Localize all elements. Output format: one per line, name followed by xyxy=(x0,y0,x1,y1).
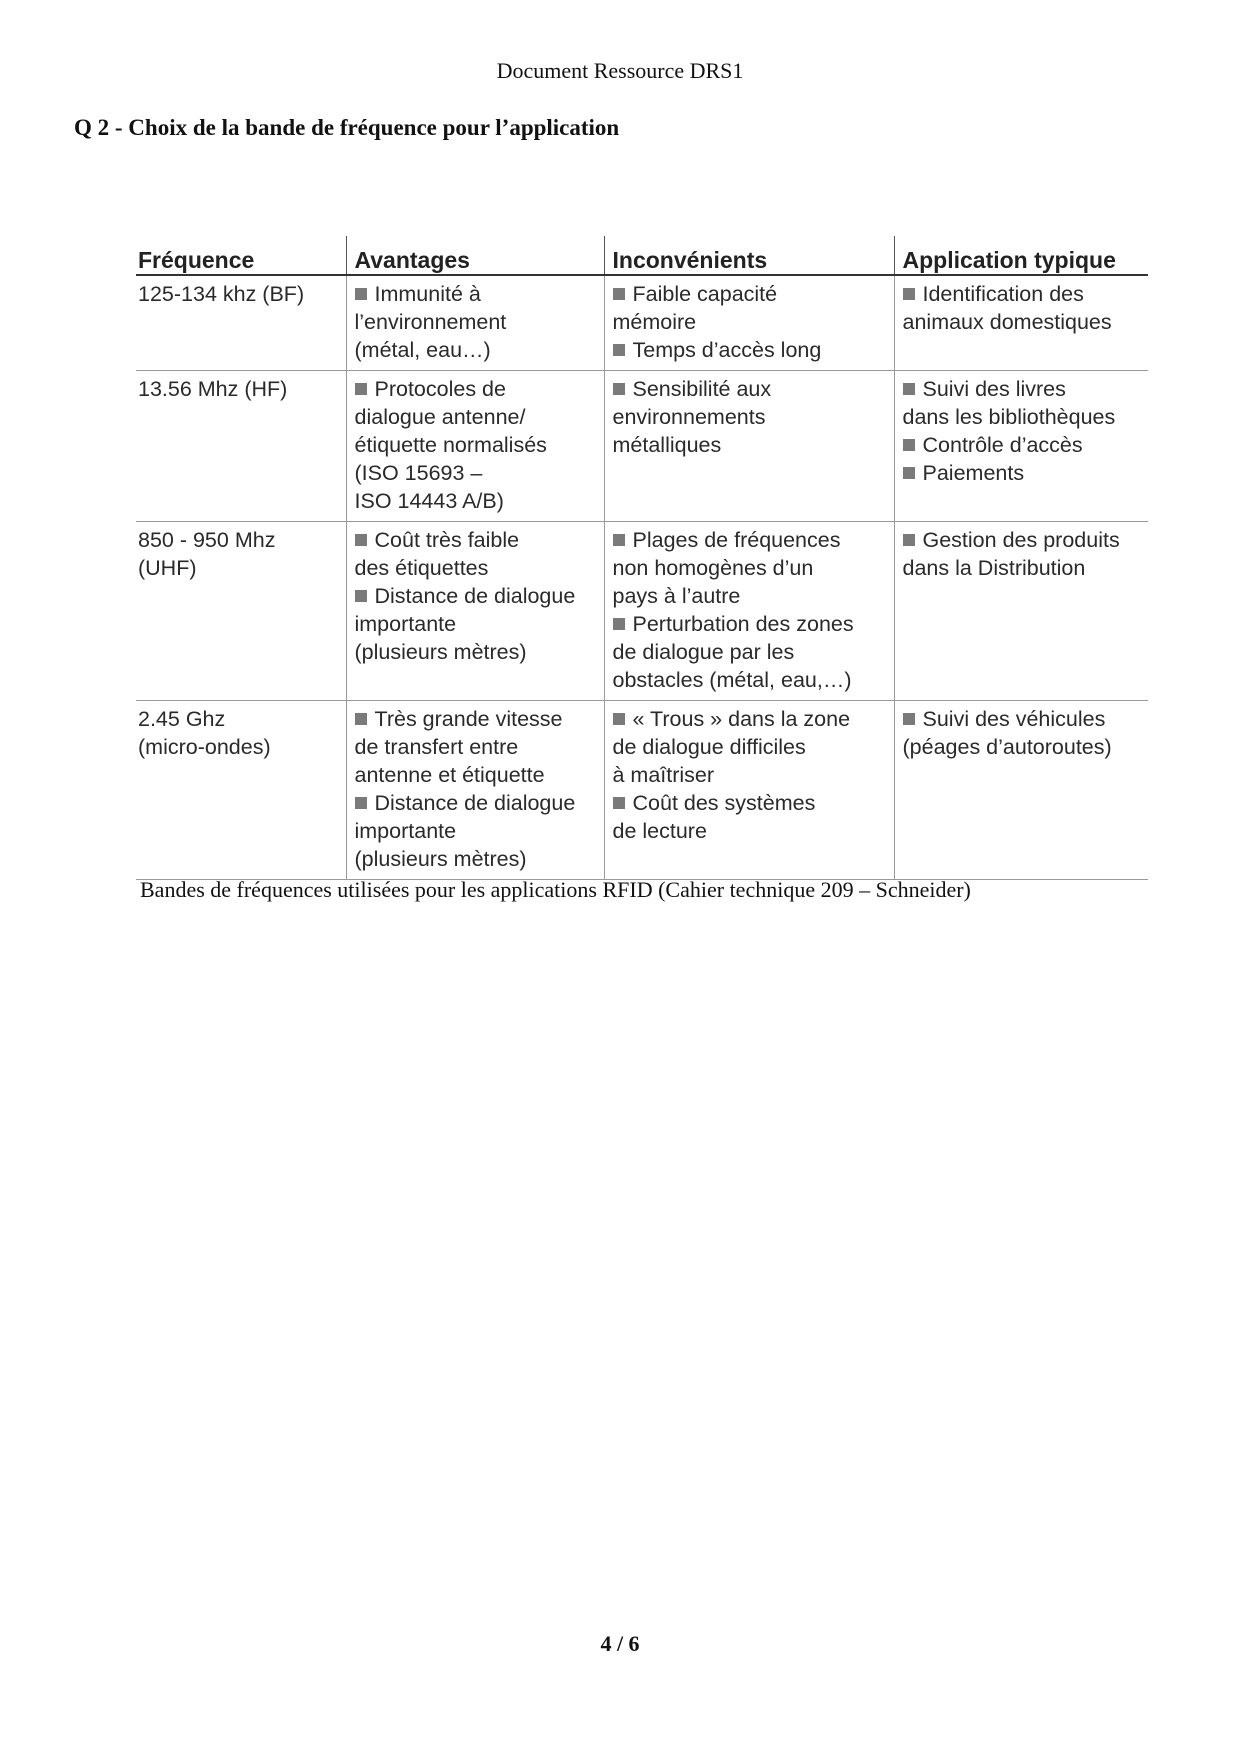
cell-line xyxy=(355,526,596,554)
cell-text: dans la Distribution xyxy=(902,556,1086,580)
disadvantages-cell xyxy=(604,701,894,880)
cell-text: 2.45 Ghz xyxy=(138,707,226,731)
cell-text: (plusieurs mètres) xyxy=(354,847,527,871)
cell-line xyxy=(613,761,886,789)
cell-line xyxy=(138,375,338,403)
cell-text: Contrôle d’accès xyxy=(922,433,1083,457)
cell-line xyxy=(138,526,338,554)
cell-text: 850 - 950 Mhz xyxy=(138,528,276,552)
cell-line xyxy=(355,845,596,873)
cell-line xyxy=(613,705,886,733)
disadvantages-cell xyxy=(604,275,894,371)
cell-text: 125-134 khz (BF) xyxy=(138,282,305,306)
cell-line xyxy=(613,817,886,845)
square-bullet-icon xyxy=(355,590,367,602)
cell-line xyxy=(355,487,596,515)
cell-text: ISO 14443 A/B) xyxy=(354,489,504,513)
cell-line xyxy=(355,705,596,733)
cell-line xyxy=(613,582,886,610)
cell-text: étiquette normalisés xyxy=(354,433,547,457)
table-row xyxy=(136,371,1148,522)
cell-text: (métal, eau…) xyxy=(354,338,491,362)
square-bullet-icon xyxy=(355,713,367,725)
advantages-cell xyxy=(346,275,604,371)
cell-text: Distance de dialogue xyxy=(374,791,576,815)
cell-line xyxy=(355,610,596,638)
cell-text: Immunité à xyxy=(374,282,481,306)
square-bullet-icon xyxy=(613,534,625,546)
cell-line xyxy=(613,403,886,431)
applications-cell xyxy=(894,275,1148,371)
cell-text: Suivi des livres xyxy=(922,377,1066,401)
cell-line xyxy=(903,526,1141,554)
advantages-cell xyxy=(346,701,604,880)
cell-line xyxy=(613,308,886,336)
cell-line xyxy=(355,817,596,845)
cell-line xyxy=(138,280,338,308)
table-caption: Bandes de fréquences utilisées pour les applications RFID (Cahier technique 209 – Schneider) xyxy=(140,877,971,902)
advantages-cell xyxy=(346,522,604,701)
cell-text: Faible capacité xyxy=(632,282,778,306)
square-bullet-icon xyxy=(613,797,625,809)
cell-text: Distance de dialogue xyxy=(374,584,576,608)
column-header-advantages: Avantages xyxy=(346,236,604,275)
cell-text: Coût des systèmes xyxy=(632,791,816,815)
cell-line xyxy=(613,280,886,308)
square-bullet-icon xyxy=(903,288,915,300)
cell-text: Paiements xyxy=(922,461,1025,485)
cell-text: l’environnement xyxy=(354,310,507,334)
cell-text: Gestion des produits xyxy=(922,528,1120,552)
applications-cell xyxy=(894,371,1148,522)
cell-text: Très grande vitesse xyxy=(374,707,563,731)
cell-text: obstacles (métal, eau,…) xyxy=(612,668,852,692)
cell-line xyxy=(903,733,1141,761)
cell-text: pays à l’autre xyxy=(612,584,741,608)
cell-text: Coût très faible xyxy=(374,528,520,552)
square-bullet-icon xyxy=(355,797,367,809)
cell-line xyxy=(355,638,596,666)
cell-text: importante xyxy=(354,819,457,843)
square-bullet-icon xyxy=(613,618,625,630)
cell-text: (micro-ondes) xyxy=(138,735,271,759)
cell-line xyxy=(138,554,338,582)
cell-line xyxy=(903,705,1141,733)
cell-line xyxy=(355,789,596,817)
cell-line xyxy=(355,336,596,364)
disadvantages-cell xyxy=(604,522,894,701)
column-header-disadvantages: Inconvénients xyxy=(604,236,894,275)
cell-line xyxy=(613,666,886,694)
cell-line xyxy=(355,582,596,610)
cell-text: (ISO 15693 – xyxy=(354,461,483,485)
cell-text: (UHF) xyxy=(138,556,197,580)
cell-line xyxy=(903,459,1141,487)
cell-line xyxy=(355,431,596,459)
cell-line xyxy=(613,554,886,582)
square-bullet-icon xyxy=(613,383,625,395)
cell-text: Plages de fréquences xyxy=(632,528,841,552)
cell-text: dans les bibliothèques xyxy=(902,405,1116,429)
cell-text: à maîtriser xyxy=(612,763,715,787)
cell-line xyxy=(355,375,596,403)
cell-text: (péages d’autoroutes) xyxy=(902,735,1112,759)
frequency-cell xyxy=(136,371,346,522)
cell-text: animaux domestiques xyxy=(902,310,1112,334)
cell-line xyxy=(613,610,886,638)
cell-text: de dialogue par les xyxy=(612,640,795,664)
square-bullet-icon xyxy=(613,713,625,725)
cell-line xyxy=(903,280,1141,308)
cell-text: de lecture xyxy=(612,819,707,843)
cell-line xyxy=(903,431,1141,459)
document-header: Document Ressource DRS1 xyxy=(496,58,744,83)
advantages-cell xyxy=(346,371,604,522)
frequency-cell xyxy=(136,701,346,880)
table-row xyxy=(136,701,1148,880)
cell-text: 13.56 Mhz (HF) xyxy=(138,377,288,401)
cell-line xyxy=(903,554,1141,582)
cell-text: de transfert entre xyxy=(354,735,519,759)
square-bullet-icon xyxy=(903,534,915,546)
cell-text: antenne et étiquette xyxy=(354,763,545,787)
rfid-frequency-table xyxy=(136,236,1148,880)
cell-line xyxy=(138,733,338,761)
table-body xyxy=(136,275,1148,880)
square-bullet-icon xyxy=(613,344,625,356)
cell-text: non homogènes d’un xyxy=(612,556,814,580)
column-header-applications: Application typique xyxy=(894,236,1148,275)
square-bullet-icon xyxy=(903,713,915,725)
square-bullet-icon xyxy=(355,383,367,395)
cell-line xyxy=(355,733,596,761)
cell-line xyxy=(138,705,338,733)
cell-line xyxy=(355,459,596,487)
square-bullet-icon xyxy=(355,534,367,546)
cell-text: « Trous » dans la zone xyxy=(632,707,851,731)
square-bullet-icon xyxy=(903,439,915,451)
cell-text: Suivi des véhicules xyxy=(922,707,1106,731)
table-row xyxy=(136,522,1148,701)
cell-text: Protocoles de xyxy=(374,377,506,401)
cell-line xyxy=(355,554,596,582)
cell-line xyxy=(613,526,886,554)
square-bullet-icon xyxy=(355,288,367,300)
applications-cell xyxy=(894,701,1148,880)
cell-line xyxy=(613,789,886,817)
cell-text: environnements xyxy=(612,405,766,429)
cell-line xyxy=(355,280,596,308)
cell-text: dialogue antenne/ xyxy=(354,405,526,429)
cell-text: métalliques xyxy=(612,433,722,457)
cell-text: des étiquettes xyxy=(354,556,489,580)
cell-line xyxy=(355,308,596,336)
frequency-cell xyxy=(136,275,346,371)
cell-line xyxy=(613,733,886,761)
cell-text: Temps d’accès long xyxy=(632,338,822,362)
cell-text: (plusieurs mètres) xyxy=(354,640,527,664)
section-title: Q 2 - Choix de la bande de fréquence pour l’application xyxy=(74,115,620,140)
page-number: 4 / 6 xyxy=(600,1631,640,1656)
cell-text: Perturbation des zones xyxy=(632,612,854,636)
cell-text: Sensibilité aux xyxy=(632,377,772,401)
cell-text: de dialogue difficiles xyxy=(612,735,806,759)
table-header-row xyxy=(136,236,1148,275)
frequency-cell xyxy=(136,522,346,701)
cell-line xyxy=(613,336,886,364)
cell-line xyxy=(613,431,886,459)
square-bullet-icon xyxy=(613,288,625,300)
cell-text: importante xyxy=(354,612,457,636)
cell-line xyxy=(613,375,886,403)
cell-text: mémoire xyxy=(612,310,697,334)
square-bullet-icon xyxy=(903,467,915,479)
cell-line xyxy=(903,308,1141,336)
cell-line xyxy=(903,375,1141,403)
cell-line xyxy=(613,638,886,666)
applications-cell xyxy=(894,522,1148,701)
cell-line xyxy=(355,403,596,431)
cell-line xyxy=(903,403,1141,431)
disadvantages-cell xyxy=(604,371,894,522)
square-bullet-icon xyxy=(903,383,915,395)
table-row xyxy=(136,275,1148,371)
cell-text: Identification des xyxy=(922,282,1084,306)
column-header-frequency: Fréquence xyxy=(136,236,346,275)
cell-line xyxy=(355,761,596,789)
